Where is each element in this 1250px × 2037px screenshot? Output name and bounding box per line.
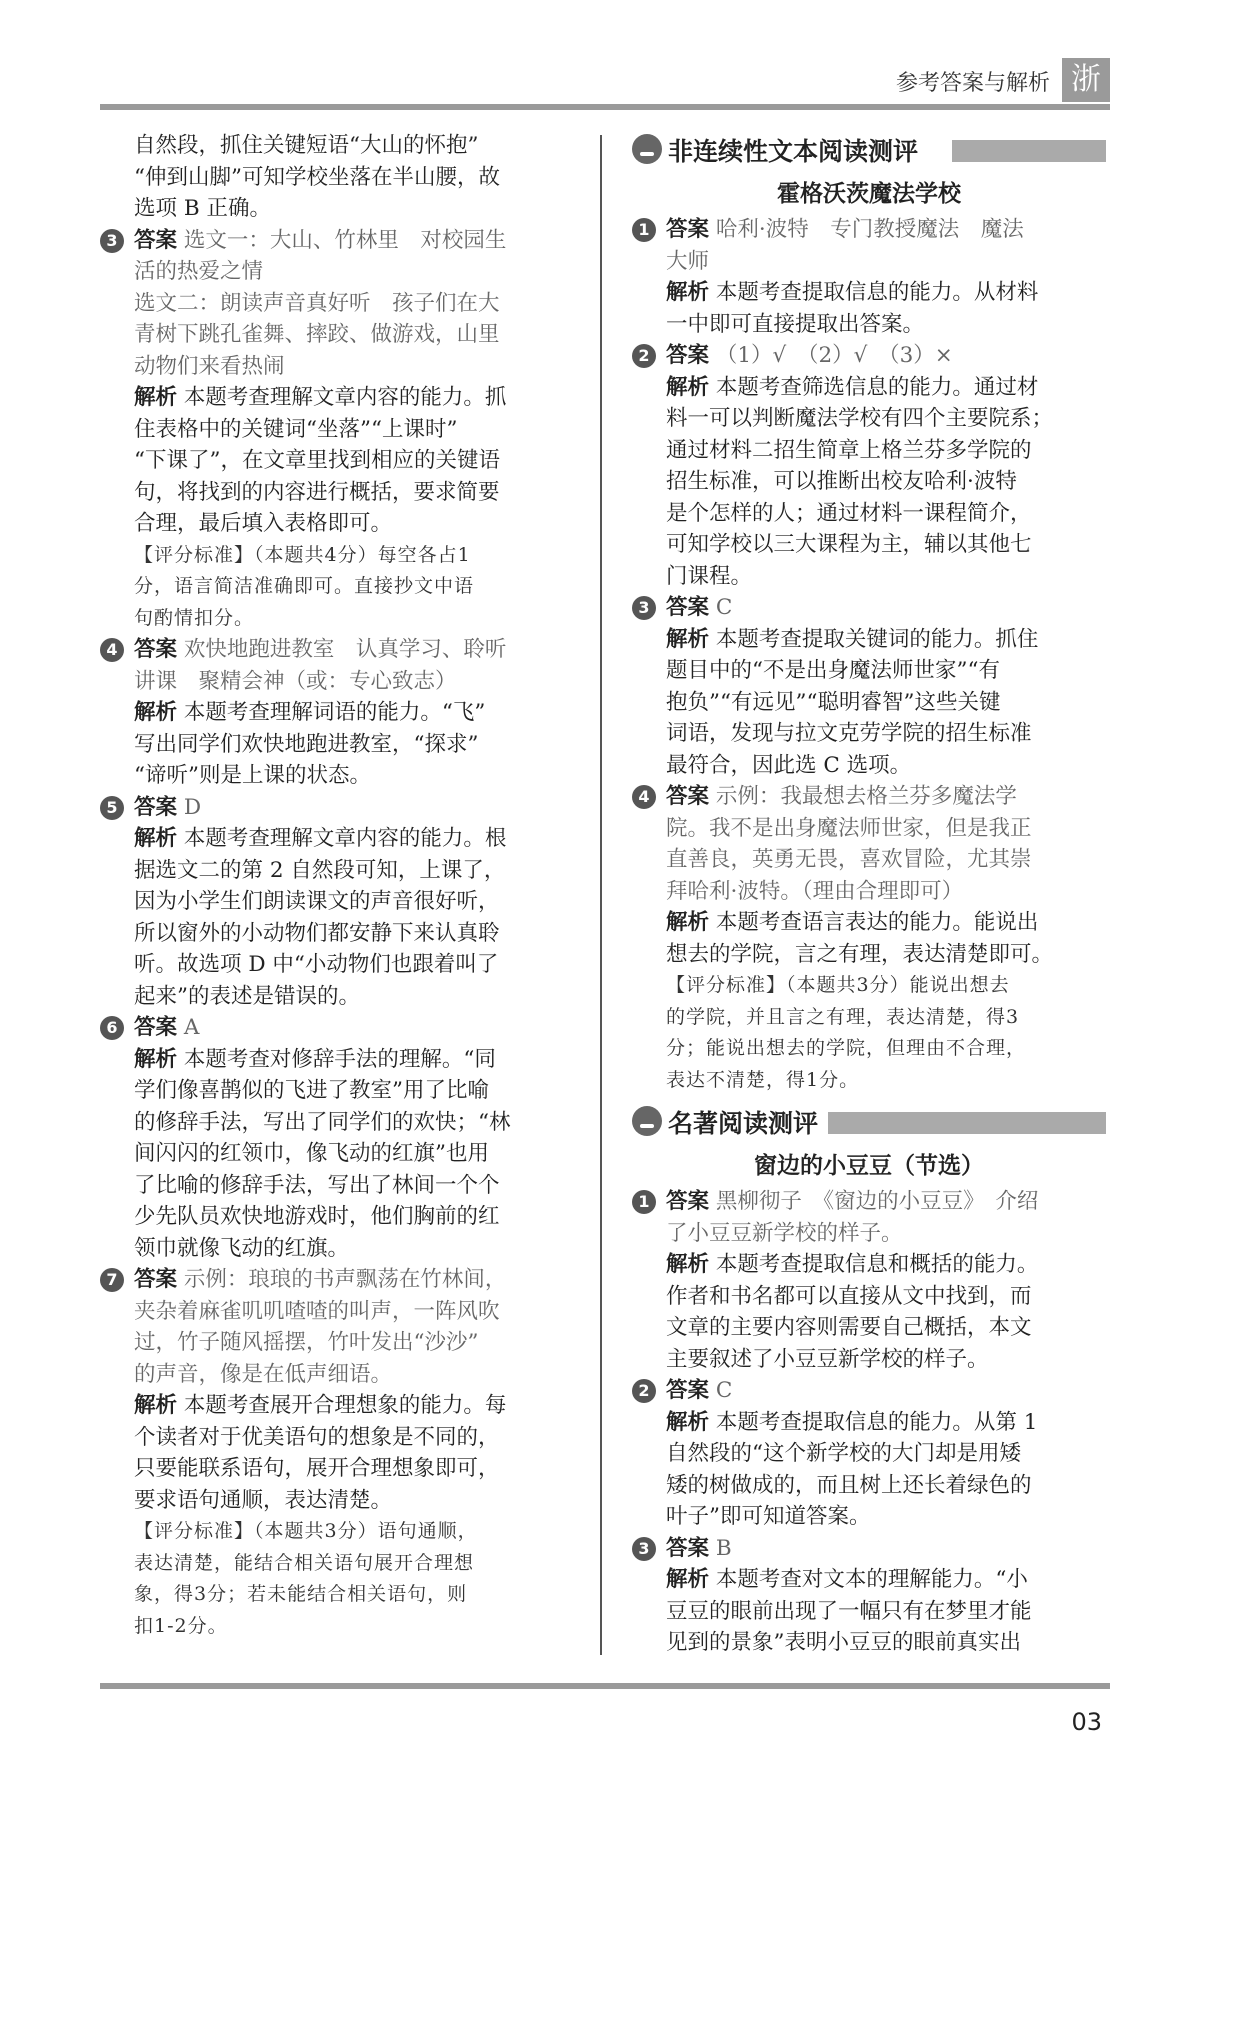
province-badge: 浙: [1062, 58, 1110, 102]
explanation-text: 只要能联系语句，展开合理想象即可，: [134, 1456, 500, 1481]
page-header: [100, 58, 1110, 108]
answer-label: 答案: [666, 343, 710, 368]
article-title: 窗边的小豆豆（节选）: [754, 1153, 984, 1179]
answer-text: 夹杂着麻雀叽叽喳喳的叫声，一阵风吹: [134, 1298, 500, 1324]
scoring-standard: 分，语言简洁准确即可。直接抄文中语: [134, 575, 475, 597]
explanation-text: 起来”的表述是错误的。: [134, 983, 360, 1009]
explanation-text: 料一可以判断魔法学校有四个主要院系；: [666, 406, 1054, 431]
explanation-text: 本题考查理解文章内容的能力。抓: [183, 385, 507, 410]
answer-label: 答案: [134, 227, 178, 253]
scoring-standard: 【评分标准】（本题共3分）语句通顺，: [134, 1520, 478, 1542]
question-number: 4: [100, 638, 124, 662]
explanation-text: 个读者对于优美语句的想象是不同的，: [134, 1424, 500, 1450]
explanation-text: 句，将找到的内容进行概括，要求简要: [134, 479, 500, 505]
explanation-text: 合理，最后填入表格即可。: [134, 511, 393, 536]
explanation-text: 文章的主要内容则需要自己概括，本文: [666, 1315, 1032, 1340]
explanation-text: 领巾就像飞动的红旗。: [134, 1235, 350, 1261]
question-2: [632, 1375, 1106, 1533]
answer-text: 活的热爱之情: [134, 259, 264, 284]
explanation-label: 解析: [134, 385, 178, 410]
explanation-text: “下课了”，在文章里找到相应的关键语: [134, 448, 500, 473]
answer-text: 示例：琅琅的书声飘荡在竹林间，: [183, 1267, 507, 1292]
question-2: [632, 340, 1106, 592]
explanation-text: 叶子”即可知道答案。: [666, 1504, 871, 1529]
scoring-standard: 的学院，并且言之有理，表达清楚，得3: [666, 1005, 1020, 1028]
question-6: [100, 1012, 568, 1264]
explanation-text: 招生标准，可以推断出校友哈利·波特: [666, 469, 1017, 494]
explanation-text: 本题考查对文本的理解能力。“小: [715, 1567, 1028, 1592]
explanation-label: 解析: [666, 626, 710, 652]
explanation-text: 是个怎样的人；通过材料一课程简介，: [666, 500, 1032, 526]
question-1: [632, 1186, 1106, 1375]
explanation-text: 自然段的“这个新学校的大门却是用矮: [666, 1441, 1021, 1466]
column-divider: [600, 135, 602, 1655]
question-number: 1: [632, 218, 656, 242]
scoring-standard: 分；能说出想去的学院，但理由不合理，: [666, 1037, 1027, 1059]
explanation-text: 因为小学生们朗读课文的声音很好听，: [134, 889, 500, 914]
explanation-text: 题目中的“不是出身魔法师世家”“有: [666, 658, 1000, 683]
answer-label: 答案: [666, 1378, 710, 1403]
explanation-text: 可知学校以三大课程为主，辅以其他七: [666, 532, 1032, 557]
explanation-text: 少先队员欢快地游戏时，他们胸前的红: [134, 1204, 500, 1229]
question-7: [100, 1264, 568, 1642]
explanation-label: 解析: [666, 1567, 710, 1592]
explanation-text: 通过材料二招生简章上格兰芬多学院的: [666, 437, 1032, 463]
explanation-label: 解析: [134, 700, 178, 725]
explanation-text: 一中即可直接提取出答案。: [666, 311, 925, 337]
explanation-text: 本题考查理解文章内容的能力。根: [183, 826, 507, 851]
section-header: [632, 130, 1106, 170]
left-column: [100, 130, 568, 1642]
intro-paragraph: [100, 130, 568, 225]
explanation-text: 抱负”“有远见”“聪明睿智”这些关键: [666, 689, 1001, 715]
reader-icon: [632, 134, 662, 164]
explanation-text: 想去的学院，言之有理，表达清楚即可。: [666, 941, 1054, 967]
answer-text: 过，竹子随风摇摆，竹叶发出“沙沙”: [134, 1330, 479, 1355]
question-3: [100, 225, 568, 635]
explanation-text: 间闪闪的红领巾，像飞动的红旗”也用: [134, 1141, 489, 1166]
answer-text: C: [715, 1378, 733, 1403]
article-title: 霍格沃茨魔法学校: [777, 181, 961, 207]
page-number: 03: [1071, 1708, 1102, 1736]
explanation-text: 最符合，因此选 C 选项。: [666, 752, 912, 778]
explanation-text: 主要叙述了小豆豆新学校的样子。: [666, 1346, 989, 1372]
text-line: 自然段，抓住关键短语“大山的怀抱”: [134, 133, 479, 158]
answer-text: 院。我不是出身魔法师世家，但是我正: [666, 815, 1032, 841]
explanation-text: 本题考查展开合理想象的能力。每: [183, 1393, 507, 1418]
answer-text: 示例：我最想去格兰芬多魔法学: [715, 784, 1017, 809]
answer-label: 答案: [134, 1015, 178, 1040]
explanation-text: 本题考查语言表达的能力。能说出: [715, 910, 1039, 935]
explanation-text: 豆豆的眼前出现了一幅只有在梦里才能: [666, 1598, 1032, 1624]
text-line: “伸到山脚”可知学校坐落在半山腰，故: [134, 164, 500, 190]
question-number: 1: [632, 1190, 656, 1214]
explanation-text: 的修辞手法，写出了同学们的欢快；“林: [134, 1109, 511, 1135]
explanation-text: 据选文二的第 2 自然段可知，上课了，: [134, 857, 506, 883]
explanation-text: 本题考查对修辞手法的理解。“同: [183, 1046, 496, 1072]
scoring-standard: 表达不清楚，得1分。: [666, 1068, 860, 1091]
section-title: 名著阅读测评: [668, 1109, 819, 1138]
reader-icon: [632, 1106, 662, 1136]
question-3: [632, 1533, 1106, 1659]
header-rule: [100, 104, 1110, 110]
scoring-standard: 扣1-2分。: [134, 1614, 228, 1637]
explanation-text: 见到的景象”表明小豆豆的眼前真实出: [666, 1630, 1021, 1655]
answer-text: 讲课 聚精会神（或：专心致志）: [134, 668, 457, 694]
answer-text: 欢快地跑进教室 认真学习、聆听: [183, 637, 507, 662]
answer-text: C: [715, 595, 733, 620]
question-number: 3: [632, 1537, 656, 1561]
question-number: 3: [100, 229, 124, 253]
explanation-text: 要求语句通顺，表达清楚。: [134, 1487, 393, 1513]
explanation-text: 了比喻的修辞手法，写出了林间一个个: [134, 1172, 500, 1198]
answer-text: 大师: [666, 248, 710, 274]
explanation-text: 学们像喜鹊似的飞进了教室”用了比喻: [134, 1078, 489, 1103]
explanation-label: 解析: [134, 1393, 178, 1418]
explanation-text: 所以窗外的小动物们都安静下来认真聆: [134, 920, 500, 946]
scoring-standard: 【评分标准】（本题共3分）能说出想去: [666, 974, 1010, 996]
answer-text: 了小豆豆新学校的样子。: [666, 1220, 903, 1246]
right-column: [632, 130, 1106, 1659]
scoring-standard: 【评分标准】（本题共4分）每空各占1: [134, 543, 471, 566]
answer-text: 选文一：大山、竹林里 对校园生: [183, 227, 507, 253]
answer-label: 答案: [134, 637, 178, 662]
answer-label: 答案: [134, 794, 178, 820]
explanation-text: 本题考查理解词语的能力。“飞”: [183, 700, 486, 725]
explanation-text: 本题考查提取信息和概括的能力。: [715, 1252, 1039, 1277]
explanation-text: “谛听”则是上课的状态。: [134, 763, 371, 788]
question-1: [632, 214, 1106, 340]
explanation-text: 本题考查提取信息的能力。从第 1: [715, 1409, 1038, 1435]
answer-label: 答案: [666, 1189, 710, 1214]
explanation-text: 矮的树做成的，而且树上还长着绿色的: [666, 1472, 1032, 1498]
answer-text: D: [183, 794, 202, 820]
explanation-label: 解析: [666, 280, 710, 305]
answer-text: 黑柳彻子 《窗边的小豆豆》 介绍: [715, 1189, 1039, 1214]
question-number: 6: [100, 1016, 124, 1040]
answer-text: 哈利·波特 专门教授魔法 魔法: [715, 217, 1024, 242]
question-3: [632, 592, 1106, 781]
text-line: 选项 B 正确。: [134, 196, 271, 221]
header-title: 参考答案与解析: [895, 71, 1050, 96]
answer-text: （1）√ （2）√ （3）×: [715, 343, 953, 368]
answer-text: B: [715, 1535, 732, 1561]
scoring-standard: 象，得3分；若未能结合相关语句，则: [134, 1583, 468, 1605]
answer-label: 答案: [666, 217, 710, 242]
answer-text: 选文二：朗读声音真好听 孩子们在大: [134, 290, 500, 316]
answer-text: 青树下跳孔雀舞、摔跤、做游戏，山里: [134, 322, 500, 347]
answer-label: 答案: [666, 784, 710, 809]
explanation-label: 解析: [666, 374, 710, 400]
answer-label: 答案: [134, 1267, 178, 1292]
scoring-standard: 句酌情扣分。: [134, 606, 255, 629]
question-number: 7: [100, 1268, 124, 1292]
answer-text: 直善良，英勇无畏，喜欢冒险，尤其崇: [666, 847, 1032, 872]
answer-label: 答案: [666, 1535, 710, 1561]
explanation-text: 本题考查提取信息的能力。从材料: [715, 280, 1039, 305]
question-number: 2: [632, 344, 656, 368]
section-bar: [828, 1112, 1106, 1134]
section-header: [632, 1102, 1106, 1142]
answer-text: A: [183, 1015, 200, 1040]
question-5: [100, 792, 568, 1013]
answer-text: 动物们来看热闹: [134, 353, 285, 379]
explanation-label: 解析: [134, 826, 178, 851]
explanation-label: 解析: [666, 1409, 710, 1435]
section-bar: [952, 140, 1106, 162]
question-4: [100, 634, 568, 792]
explanation-text: 听。故选项 D 中“小动物们也跟着叫了: [134, 952, 499, 977]
explanation-text: 作者和书名都可以直接从文中找到，而: [666, 1283, 1032, 1309]
explanation-text: 写出同学们欢快地跑进教室，“探求”: [134, 731, 479, 757]
question-number: 2: [632, 1379, 656, 1403]
question-number: 3: [632, 596, 656, 620]
question-number: 5: [100, 796, 124, 820]
explanation-text: 门课程。: [666, 563, 753, 589]
explanation-label: 解析: [666, 910, 710, 935]
answer-label: 答案: [666, 595, 710, 620]
footer-rule: [100, 1683, 1110, 1689]
answer-text: 的声音，像是在低声细语。: [134, 1361, 393, 1387]
explanation-label: 解析: [134, 1046, 178, 1072]
question-number: 4: [632, 785, 656, 809]
explanation-text: 本题考查提取关键词的能力。抓住: [715, 626, 1039, 652]
explanation-label: 解析: [666, 1252, 710, 1277]
section-title: 非连续性文本阅读测评: [668, 137, 919, 166]
question-4: [632, 781, 1106, 1096]
answer-text: 拜哈利·波特。（理由合理即可）: [666, 878, 964, 904]
scoring-standard: 表达清楚，能结合相关语句展开合理想: [134, 1551, 475, 1574]
explanation-text: 住表格中的关键词“坐落”“上课时”: [134, 416, 458, 442]
explanation-text: 本题考查筛选信息的能力。通过材: [715, 374, 1039, 400]
explanation-text: 词语，发现与拉文克劳学院的招生标准: [666, 721, 1032, 746]
